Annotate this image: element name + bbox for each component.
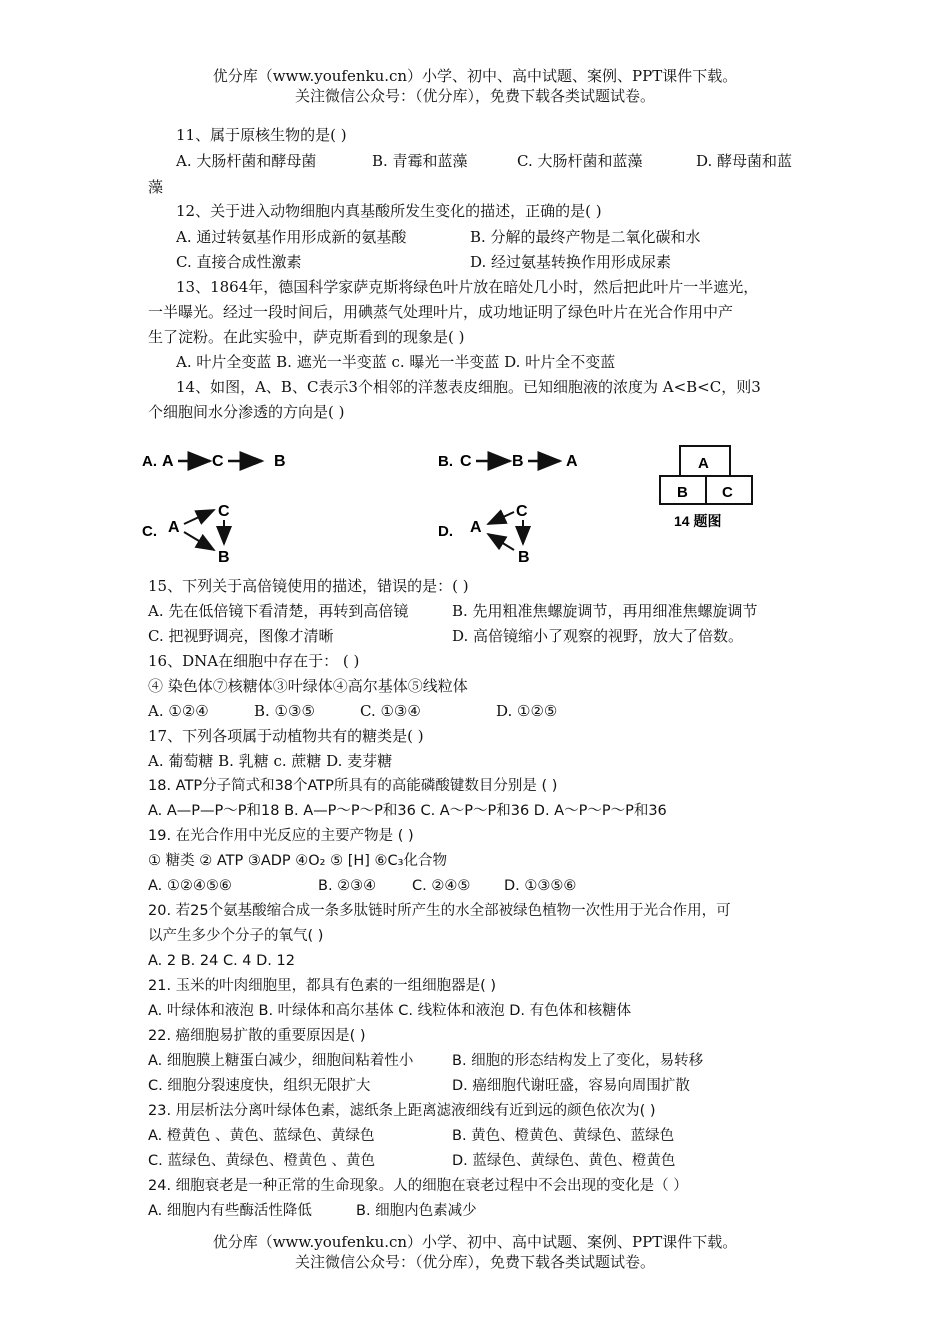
- footer-line-2: 关注微信公众号：（优分库），免费下载各类试题试卷。: [294, 1253, 655, 1271]
- q14-opt-d-arrow-ba: [488, 534, 514, 550]
- q18-stem: 18. ATP分子简式和38个ATP所具有的高能磷酸键数目分别是 ( ): [148, 778, 558, 794]
- q14-opt-d-label: D.: [438, 523, 453, 540]
- q15-option-a: A. 先在低倍镜下看清楚，再转到高倍镜: [148, 602, 409, 620]
- q15-stem: 15、下列关于高倍镜使用的描述，错误的是：( ): [148, 577, 469, 595]
- q14-opt-c-node-b: B: [218, 549, 230, 566]
- q16-stem: 16、DNA在细胞中存在于： ( ): [148, 652, 360, 670]
- q23-stem: 23. 用层析法分离叶绿体色素，滤纸条上距离滤液细线有近到远的颜色依次为( ): [148, 1103, 656, 1119]
- q19-option-d: D. ①③⑤⑥: [504, 878, 577, 894]
- q14-opt-b-node-a: A: [566, 453, 578, 470]
- q14-figure-caption: 14 题图: [674, 513, 722, 529]
- q13-line-3: 生了淀粉。在此实验中，萨克斯看到的现象是( ): [148, 328, 465, 346]
- q16-option-d: D. ①②⑤: [496, 702, 558, 720]
- q11-option-b: B. 青霉和蓝藻: [372, 152, 468, 170]
- header-line-1: 优分库（www.youfenku.cn）小学、初中、高中试题、案例、PPT课件下载。: [212, 67, 738, 85]
- q11-option-d: D. 酵母菌和蓝: [696, 152, 793, 170]
- q19-items: ① 糖类 ② ATP ③ADP ④O₂ ⑤ [H] ⑥C₃化合物: [148, 853, 447, 869]
- q14-line-1: 14、如图，A、B、C表示3个相邻的洋葱表皮细胞。已知细胞液的浓度为 A<B<C，则3: [176, 378, 761, 396]
- q15-option-c: C. 把视野调亮，图像才清晰: [148, 627, 334, 645]
- q12-option-b: B. 分解的最终产物是二氧化碳和水: [470, 228, 701, 246]
- q16-items: ④ 染色体⑦核糖体③叶绿体④高尔基体⑤线粒体: [148, 677, 468, 695]
- q20-line-1: 20. 若25个氨基酸缩合成一条多肽链时所产生的水全部被绿色植物一次性用于光合作用，可: [148, 903, 731, 919]
- q19-stem: 19. 在光合作用中光反应的主要产物是 ( ): [148, 828, 414, 844]
- q23-option-c: C. 蓝绿色、黄绿色、橙黄色 、黄色: [148, 1153, 375, 1169]
- q14-opt-b-node-b: B: [512, 453, 524, 470]
- q14-opt-d-arrow-ca: [488, 512, 514, 524]
- q12-stem: 12、关于进入动物细胞内真基酸所发生变化的描述，正确的是( ): [176, 202, 602, 220]
- q14-opt-c-arrow-ac: [184, 510, 214, 524]
- q15-option-b: B. 先用粗准焦螺旋调节，再用细准焦螺旋调节: [452, 602, 758, 620]
- q13-options: A. 叶片全变蓝 B. 遮光一半变蓝 c. 曝光一半变蓝 D. 叶片全不变蓝: [176, 353, 616, 371]
- q18-options: A. A—P—P～P和18 B. A—P～P～P和36 C. A～P～P和36 D. A～P～P～P和36: [148, 803, 667, 819]
- q17-options: A. 葡萄糖 B. 乳糖 c. 蔗糖 D. 麦芽糖: [148, 752, 393, 770]
- q14-opt-c-node-c: C: [218, 503, 230, 520]
- q15-option-d: D. 高倍镜缩小了观察的视野，放大了倍数。: [452, 627, 744, 645]
- q14-opt-a-label: A.: [142, 453, 157, 470]
- cell-b-label: B: [677, 484, 688, 501]
- q14-opt-d-node-a: A: [470, 519, 482, 536]
- q11-option-d-wrap: 藻: [148, 178, 164, 196]
- q11-option-a: A. 大肠杆菌和酵母菌: [176, 152, 317, 170]
- q22-option-b: B. 细胞的形态结构发上了变化，易转移: [452, 1053, 704, 1069]
- q13-line-1: 13、1864年，德国科学家萨克斯将绿色叶片放在暗处几小时，然后把此叶片一半遮光，: [176, 278, 759, 296]
- q22-option-c: C. 细胞分裂速度快，组织无限扩大: [148, 1078, 371, 1094]
- q14-opt-a-node-a: A: [162, 453, 174, 470]
- q16-option-b: B. ①③⑤: [254, 702, 315, 720]
- q14-opt-d-node-b: B: [518, 549, 530, 566]
- q20-options: A. 2 B. 24 C. 4 D. 12: [148, 953, 295, 969]
- q16-option-c: C. ①③④: [360, 702, 421, 720]
- q24-option-a: A. 细胞内有些酶活性降低: [148, 1203, 312, 1219]
- q14-opt-c-node-a: A: [168, 519, 180, 536]
- cell-a-label: A: [698, 455, 709, 472]
- q11-option-c: C. 大肠杆菌和蓝藻: [517, 152, 643, 170]
- q17-stem: 17、下列各项属于动植物共有的糖类是( ): [148, 727, 424, 745]
- q19-option-a: A. ①②④⑤⑥: [148, 878, 232, 894]
- footer-line-1: 优分库（www.youfenku.cn）小学、初中、高中试题、案例、PPT课件下载。: [212, 1233, 738, 1251]
- q12-option-c: C. 直接合成性激素: [176, 253, 302, 271]
- q19-option-b: B. ②③④: [318, 878, 377, 894]
- q19-option-c: C. ②④⑤: [412, 878, 471, 894]
- q14-opt-c-label: C.: [142, 523, 157, 540]
- q24-option-b: B. 细胞内色素减少: [356, 1203, 477, 1219]
- q23-option-a: A. 橙黄色 、黄色、蓝绿色、黄绿色: [148, 1128, 375, 1144]
- q14-opt-b-node-c: C: [460, 453, 472, 470]
- q14-opt-d-node-c: C: [516, 503, 528, 520]
- q23-option-d: D. 蓝绿色、黄绿色、黄色、橙黄色: [452, 1153, 676, 1169]
- q14-opt-b-label: B.: [438, 453, 453, 470]
- q11-stem: 11、属于原核生物的是( ): [176, 126, 347, 144]
- cell-c-label: C: [722, 484, 733, 501]
- q22-option-a: A. 细胞膜上糖蛋白减少，细胞间粘着性小: [148, 1053, 414, 1069]
- q12-option-d: D. 经过氨基转换作用形成尿素: [470, 253, 672, 271]
- q24-stem: 24. 细胞衰老是一种正常的生命现象。人的细胞在衰老过程中不会出现的变化是（ ）: [148, 1178, 688, 1194]
- q21-stem: 21. 玉米的叶肉细胞里，都具有色素的一组细胞器是( ): [148, 978, 497, 994]
- q13-line-2: 一半曝光。经过一段时间后，用碘蒸气处理叶片，成功地证明了绿色叶片在光合作用中产: [148, 303, 734, 321]
- q14-opt-c-arrow-ab: [184, 532, 214, 550]
- q14-cells-figure: [656, 444, 766, 532]
- q22-stem: 22. 癌细胞易扩散的重要原因是( ): [148, 1028, 366, 1044]
- q12-option-a: A. 通过转氨基作用形成新的氨基酸: [176, 228, 407, 246]
- q16-option-a: A. ①②④: [148, 702, 209, 720]
- q20-line-2: 以产生多少个分子的氧气( ): [148, 928, 324, 944]
- q14-line-2: 个细胞间水分渗透的方向是( ): [148, 403, 345, 421]
- q14-opt-a-node-b: B: [274, 453, 286, 470]
- q14-opt-a-node-c: C: [212, 453, 224, 470]
- header-line-2: 关注微信公众号：（优分库），免费下载各类试题试卷。: [294, 87, 655, 105]
- q21-options: A. 叶绿体和液泡 B. 叶绿体和高尔基体 C. 线粒体和液泡 D. 有色体和核糖体: [148, 1003, 632, 1019]
- q23-option-b: B. 黄色、橙黄色、黄绿色、蓝绿色: [452, 1128, 675, 1144]
- q22-option-d: D. 癌细胞代谢旺盛，容易向周围扩散: [452, 1078, 690, 1094]
